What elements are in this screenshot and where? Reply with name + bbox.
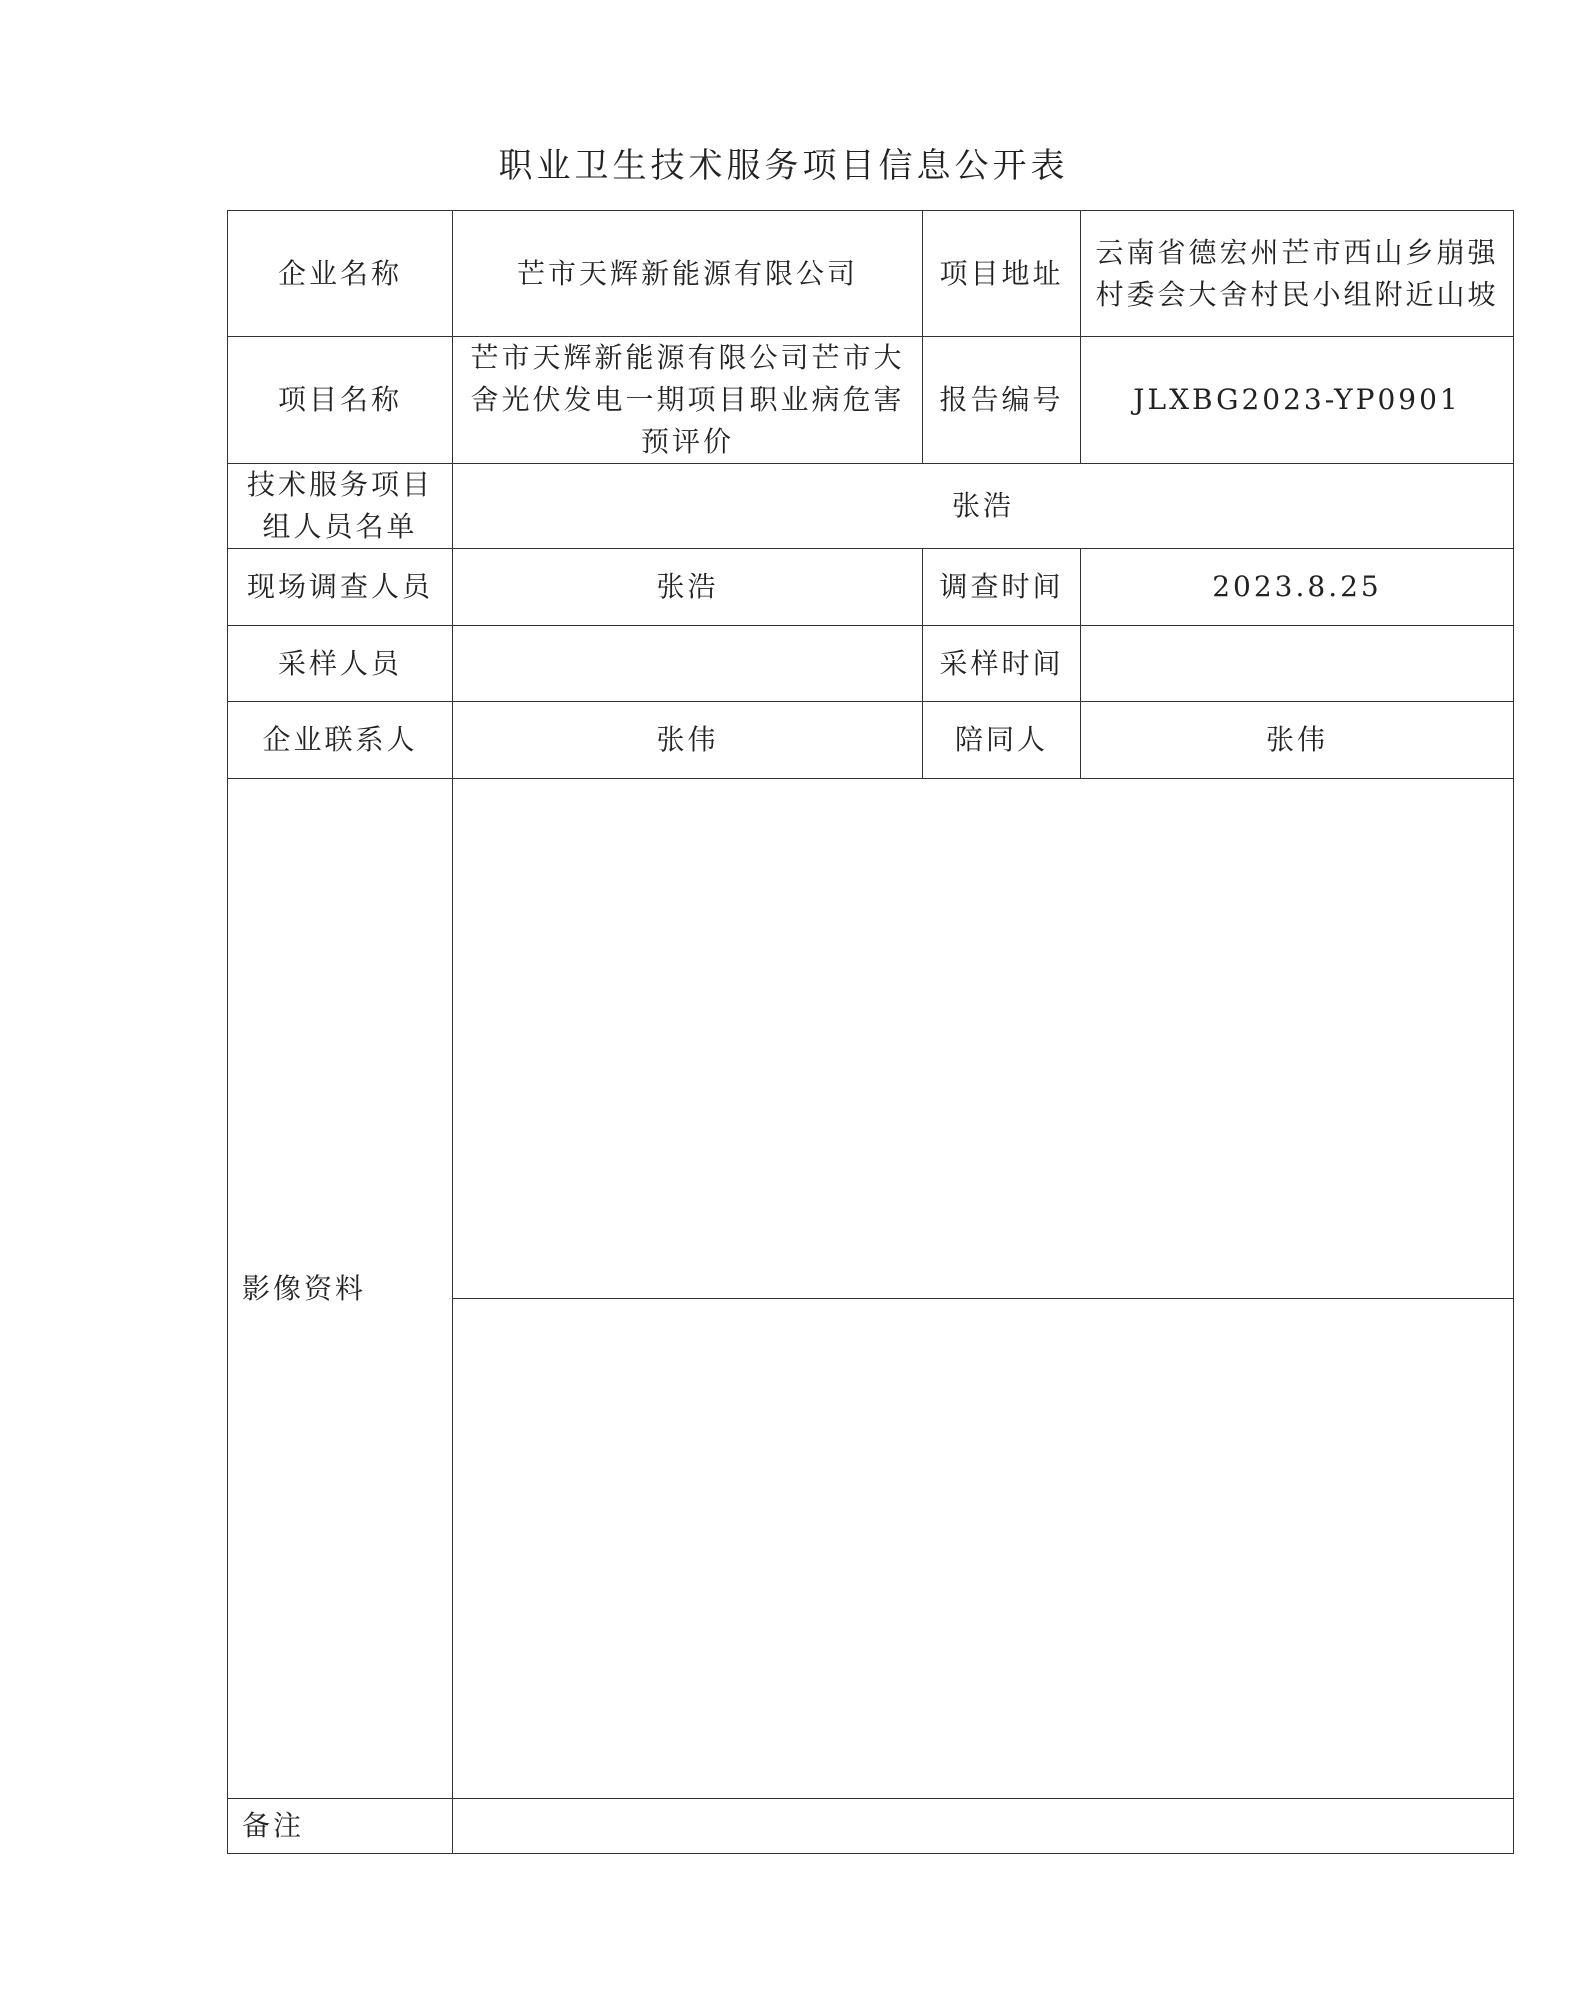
info-table [227, 210, 1514, 1854]
image-slot-1 [453, 779, 1514, 1299]
sampling-time-label: 采样时间 [923, 626, 1081, 702]
survey-time-label: 调查时间 [923, 549, 1081, 626]
row-remarks [228, 1799, 1514, 1854]
row-contact [228, 702, 1514, 779]
team-members-label: 技术服务项目组人员名单 [228, 464, 453, 549]
remarks-label: 备注 [228, 1799, 453, 1854]
image-slot-2 [453, 1299, 1514, 1799]
row-project [228, 337, 1514, 464]
sampling-staff-value [453, 626, 923, 702]
row-survey [228, 549, 1514, 626]
project-name-label: 项目名称 [228, 337, 453, 464]
escort-label: 陪同人 [923, 702, 1081, 779]
project-address-value: 云南省德宏州芒市西山乡崩强村委会大舍村民小组附近山坡 [1081, 211, 1514, 337]
survey-staff-value: 张浩 [453, 549, 923, 626]
escort-value: 张伟 [1081, 702, 1514, 779]
team-members-value: 张浩 [453, 464, 1514, 549]
remarks-value [453, 1799, 1514, 1854]
row-company [228, 211, 1514, 337]
page-title: 职业卫生技术服务项目信息公开表 [498, 146, 1069, 186]
row-images-top [228, 779, 1514, 1299]
project-address-label: 项目地址 [923, 211, 1081, 337]
report-number-label: 报告编号 [923, 337, 1081, 464]
survey-time-value: 2023.8.25 [1081, 549, 1514, 626]
company-name-label: 企业名称 [228, 211, 453, 337]
survey-staff-label: 现场调查人员 [228, 549, 453, 626]
company-contact-label: 企业联系人 [228, 702, 453, 779]
sampling-staff-label: 采样人员 [228, 626, 453, 702]
company-name-value: 芒市天辉新能源有限公司 [453, 211, 923, 337]
project-name-value: 芒市天辉新能源有限公司芒市大舍光伏发电一期项目职业病危害预评价 [453, 337, 923, 464]
row-sampling [228, 626, 1514, 702]
row-team [228, 464, 1514, 549]
image-materials-label: 影像资料 [228, 779, 453, 1799]
report-number-value: JLXBG2023-YP0901 [1081, 337, 1514, 464]
sampling-time-value [1081, 626, 1514, 702]
company-contact-value: 张伟 [453, 702, 923, 779]
